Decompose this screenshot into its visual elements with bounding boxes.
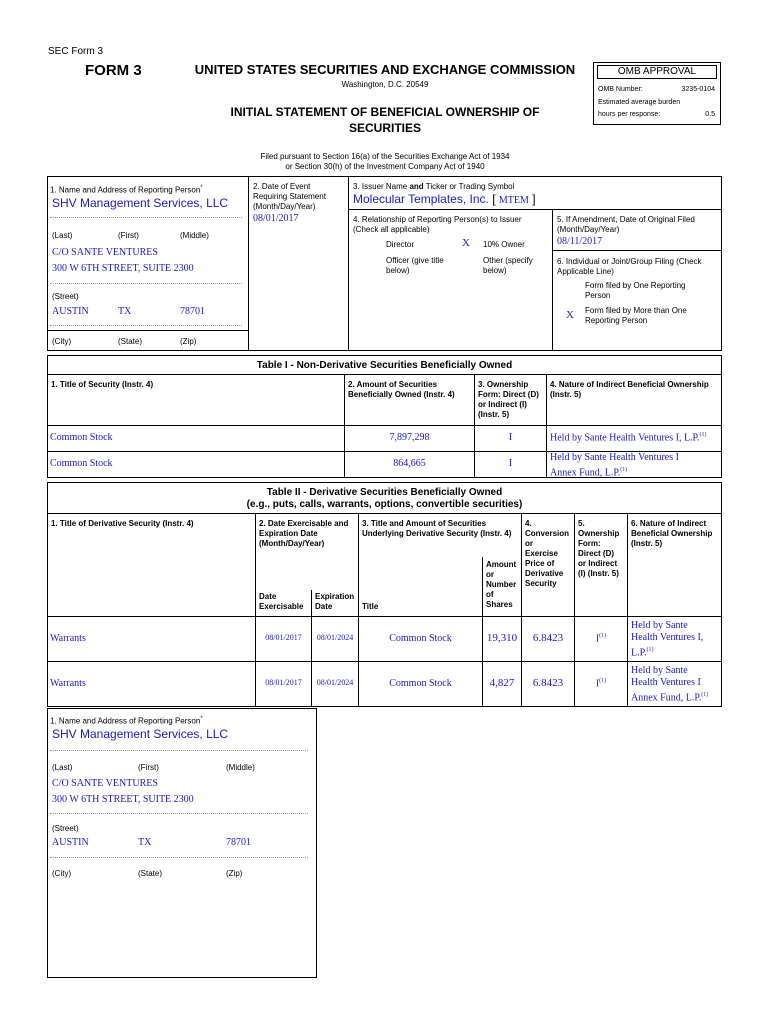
city-label: (City) (52, 869, 72, 878)
last-label: (Last) (52, 231, 73, 240)
box6-label: 6. Individual or Joint/Group Filing (Check Applicable Line) (557, 257, 702, 276)
security-title: Common Stock (50, 458, 113, 469)
box2-label: 2. Date of Event Requiring Statement (Month/Day/Year) (253, 182, 326, 211)
box4-label: 4. Relationship of Reporting Person(s) to Issuer (Check all applicable) (353, 215, 522, 234)
omb-hours-label: hours per response: (598, 111, 661, 118)
table1-col4-header: 4. Nature of Indirect Beneficial Ownership (Instr. 5) (550, 380, 709, 399)
director-label: Director (386, 240, 415, 249)
zip-label: (Zip) (180, 337, 197, 346)
expiration-date-header: Expiration Date (315, 592, 355, 611)
reporting-person-name: SHV Management Services, LLC (52, 727, 229, 741)
omb-number-value: 3235-0104 (681, 86, 715, 93)
commission-title: UNITED STATES SECURITIES AND EXCHANGE COMMISSION (194, 62, 576, 77)
divider (47, 330, 249, 331)
box1-label: 1. Name and Address of Reporting Person* (50, 185, 203, 195)
table2-col3-header: 3. Title and Amount of Securities Underlying Derivative Security (Instr. 4) (362, 519, 512, 538)
underlying-title: Common Stock (389, 633, 452, 644)
amendment-date: 08/11/2017 (557, 236, 603, 247)
address-line1: C/O SANTE VENTURES (52, 247, 158, 258)
ownership-form: $I^{(1)}$ (595, 633, 607, 645)
table2-col6-header: 6. Nature of Indirect Beneficial Ownership (Instr. 5) (631, 519, 713, 548)
city-value: AUSTIN (52, 837, 89, 848)
director-check: X (462, 237, 470, 249)
address-line1: C/O SANTE VENTURES (52, 778, 158, 789)
street-label: (Street) (52, 292, 79, 301)
table2-col2-header: 2. Date Exercisable and Expiration Date (Month/Day/Year) (259, 519, 349, 548)
date-exercisable-header: Date Exercisable (259, 592, 304, 611)
underlying-shares: 4,827 (489, 677, 515, 689)
exercise-price: 6.8423 (532, 632, 564, 644)
statement-title-line1: INITIAL STATEMENT OF BENEFICIAL OWNERSHIP OF (230, 105, 540, 119)
issuer-line: Molecular Templates, Inc. [ MTEM ] (353, 192, 536, 206)
derivative-title: Warrants (50, 678, 86, 689)
omb-number-label: OMB Number: (598, 86, 643, 93)
ownership-form: $I^{(1)}$ (595, 678, 607, 690)
nature-of-ownership: Held by Sante Health Ventures I Annex Fund, L.P.$^{(1)}$ (550, 452, 679, 479)
state-value: TX (118, 306, 132, 317)
table1-col3-header: 3. Ownership Form: Direct (D) or Indirect (I) (Instr. 5) (478, 380, 539, 419)
amount-owned: 7,897,298 (389, 432, 430, 443)
nature-of-ownership: Held by Sante Health Ventures I, L.P.$^{(1)}$ (631, 620, 704, 659)
more-than-one-option: Form filed by More than One Reporting Person (585, 306, 687, 325)
table1-title: Table I - Non-Derivative Securities Beneficially Owned (256, 360, 513, 371)
box3-label: 3. Issuer Name and Ticker or Trading Symbol (353, 182, 515, 191)
bottom-box-label: 1. Name and Address of Reporting Person* (50, 716, 203, 726)
first-label: (First) (118, 231, 139, 240)
ownership-form: I (508, 432, 513, 443)
date-exercisable: 08/01/2017 (265, 678, 302, 687)
middle-label: (Middle) (180, 231, 209, 240)
table2-col5-header: 5. Ownership Form: Direct (D) or Indirect (I) (Instr. 5) (578, 519, 620, 578)
filed-pursuant-line1: Filed pursuant to Section 16(a) of the Securities Exchange Act of 1934 (260, 152, 510, 161)
reporting-person-name: SHV Management Services, LLC (52, 196, 229, 210)
address-line2: 300 W 6TH STREET, SUITE 2300 (52, 263, 194, 274)
one-reporting-person-option: Form filed by One Reporting Person (585, 281, 686, 300)
table2-col1-header: 1. Title of Derivative Security (Instr. 4) (51, 519, 194, 528)
zip-label: (Zip) (226, 869, 243, 878)
divider (348, 176, 349, 351)
nature-of-ownership: Held by Sante Health Ventures I Annex Fund, L.P.$^{(1)}$ (631, 665, 709, 704)
amount-owned: 864,665 (393, 458, 426, 469)
state-label: (State) (138, 869, 163, 878)
zip-value: 78701 (180, 306, 205, 317)
address-line2: 300 W 6TH STREET, SUITE 2300 (52, 794, 194, 805)
table1-col2-header: 2. Amount of Securities Beneficially Owned (Instr. 4) (348, 380, 455, 399)
city-label: (City) (52, 337, 72, 346)
table1-col1-header: 1. Title of Security (Instr. 4) (51, 380, 154, 389)
commission-location: Washington, D.C. 20549 (341, 80, 429, 89)
city-value: AUSTIN (52, 306, 89, 317)
issuer-name: Molecular Templates, Inc. (353, 192, 489, 206)
ticker-symbol: MTEM (498, 195, 529, 206)
omb-burden-label: Estimated average burden (598, 99, 681, 106)
ownership-form: I (508, 458, 513, 469)
state-label: (State) (118, 337, 143, 346)
box5-label: 5. If Amendment, Date of Original Filed (Month/Day/Year) (557, 215, 695, 234)
divider (552, 209, 553, 351)
omb-approval-title: OMB APPROVAL (597, 65, 717, 79)
expiration-date: 08/01/2024 (316, 633, 354, 642)
more-than-one-check: X (566, 309, 574, 321)
street-label: (Street) (52, 824, 79, 833)
table2 (47, 482, 722, 707)
event-date: 08/01/2017 (253, 213, 299, 224)
nature-of-ownership: Held by Sante Health Ventures I, L.P.$^{(1)}$ (550, 432, 707, 444)
omb-hours-value: 0.5 (705, 111, 715, 118)
divider (248, 176, 249, 351)
table2-col4-header: 4. Conversion or Exercise Price of Derivative Security (525, 519, 570, 588)
divider (348, 209, 722, 210)
security-title: Common Stock (50, 432, 113, 443)
statement-title-line2: SECURITIES (348, 121, 421, 135)
table2-subtitle: (e.g., puts, calls, warrants, options, convertible securities) (246, 499, 523, 510)
underlying-title: Common Stock (389, 678, 452, 689)
form-number: FORM 3 (85, 62, 142, 79)
divider (552, 250, 722, 251)
middle-label: (Middle) (226, 763, 255, 772)
underlying-title-header: Title (362, 602, 379, 611)
zip-value: 78701 (226, 837, 251, 848)
sec-form-label: SEC Form 3 (48, 46, 104, 57)
date-exercisable: 08/01/2017 (265, 633, 302, 642)
last-label: (Last) (52, 763, 73, 772)
underlying-shares: 19,310 (486, 632, 518, 644)
exercise-price: 6.8423 (532, 677, 564, 689)
expiration-date: 08/01/2024 (316, 678, 354, 687)
other-label: Other (specify below) (483, 256, 533, 275)
filed-pursuant-line2: or Section 30(h) of the Investment Company Act of 1940 (285, 162, 485, 171)
table2-title: Table II - Derivative Securities Beneficially Owned (266, 487, 503, 498)
first-label: (First) (138, 763, 159, 772)
state-value: TX (138, 837, 152, 848)
amount-shares-header: Amount or Number of Shares (486, 560, 517, 609)
derivative-title: Warrants (50, 633, 86, 644)
officer-label: Officer (give title below) (386, 256, 444, 275)
ten-percent-owner-label: 10% Owner (483, 240, 525, 249)
